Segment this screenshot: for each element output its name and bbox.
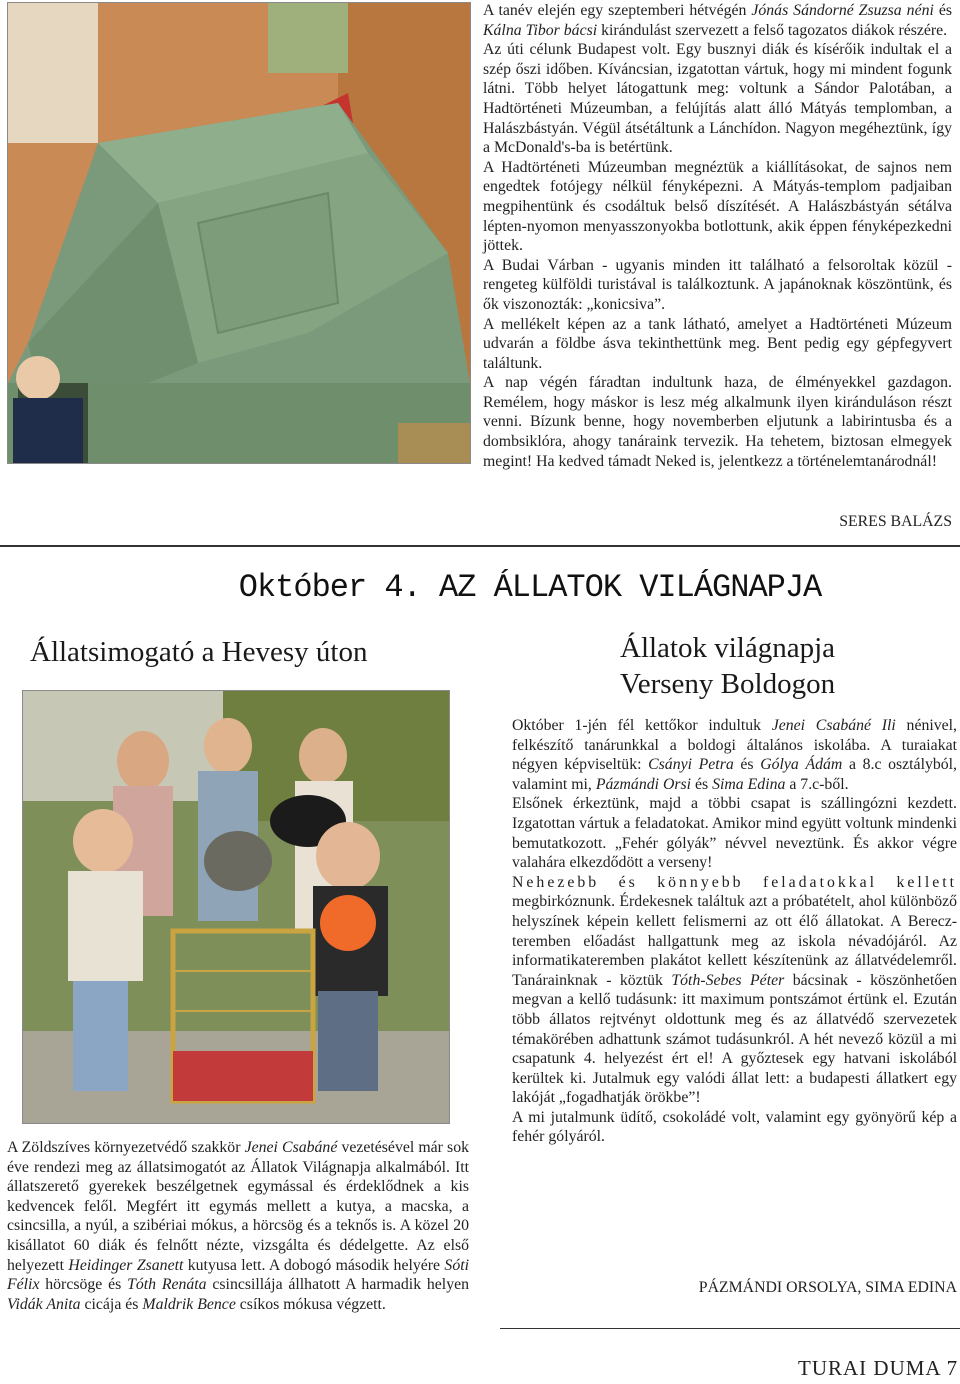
- kirandulas-paragraph-5: A mellékelt képen az a tank látható, amelyet a Hadtörténeti Múzeum udvarán a földbe ásva tekinthettünk meg. Bent pedig egy gépfegyvert találtunk.: [483, 315, 952, 372]
- verseny-paragraph-1: Október 1-jén fél kettőkor indultuk Jenei Csabáné Ili nénivel, felkészítő tanárunkkal a boldogi általános iskolába. A turaiakat négyen képviseltük: Csányi Petra és Gólya Ádám a 8.c osztályból, valamint mi, Pázmándi Orsi és Sima Edina a 7.c-ből.: [512, 717, 957, 793]
- article-kirandulas-text: [483, 1, 952, 471]
- article-title-verseny-line2: Verseny Boldogon: [620, 668, 836, 700]
- kirandulas-paragraph-6: A nap végén fáradtan indultunk haza, de élményekkel gazdagon. Remélem, hogy máskor is lesz még alkalmunk ilyen kiránduláson részt venni. Bízunk benne, hogy novemberben eljutunk a labirintusba és a dombsiklóra, ahogy tanáraink tervezik. Ha tehetem, biztosan elmegyek megint! Ha kedved támadt Neked is, jelentkezz a történelemtanárodnál!: [483, 374, 952, 470]
- footer-divider: [500, 1328, 960, 1329]
- kirandulas-paragraph-1: A tanév elején egy szeptemberi hétvégén Jónás Sándorné Zsuzsa néni és Kálna Tibor bácsi kirándulást szervezett a felső tagozatos diákok részére.: [483, 2, 952, 39]
- verseny-paragraph-2: Elsőnek érkeztünk, majd a többi csapat is szállingózni kezdett. Izgatottan vártuk a feladatokat. Amikor mind együtt voltunk mindenki bemutatkozott. „Fehér gólyák” névvel neveztünk. És akkor végre valahára elkezdődött a verseny!: [512, 795, 957, 872]
- article-allatsimogato-text: [7, 1138, 469, 1314]
- article-verseny-signature: PÁZMÁNDI ORSOLYA, SIMA EDINA: [698, 1279, 957, 1296]
- verseny-paragraph-3: Nehezebb és könnyebb feladatokkal kellett megbirkóznunk. Érdekesnek találtuk azt a próbatételt, ahol különböző helyszínek képein kellett felismerni az ott élő állatokat. A Berecz-teremben előadást hallgattunk meg az iskola névadójáról. Az informatikateremben plakátot kellett készítenünk az állatvédelemről. Tanárainknak - köztük Tóth-Sebes Péter bácsinak - köszönhetően megvan a kellő tudásunk: itt maximum pontszámot értünk el. Ezután több állatos rejtvényt oldottunk meg és az állatvédő szervezetek témakörében adhattunk számot tudásunkról. A hét nevező közül a mi csapatunk 4. helyezést ért el! A győztesek egy hatvani iskolából kerültek ki. Jutalmuk egy valódi állat lett: a budapesti állatkert egy lakóját „fogadhatják örökbe”!: [512, 873, 958, 1107]
- article-kirandulas-signature: SERES BALÁZS: [839, 513, 952, 530]
- tank-photo: [7, 2, 471, 464]
- kirandulas-paragraph-2: Az úti célunk Budapest volt. Egy busznyi diák és kísérőik indultak el a szép őszi időben. Kíváncsian, izgatottan vártuk, hogy mi mindent fogunk látni. Több helyet látogattunk meg: voltunk a Sándor Palotában, a Hadtörténeti Múzeumban, a felújítás alatt álló Mátyás templomban, a Halászbástyán. Végül átsétáltunk a Lánchídon. Nagyon megéheztünk, így a McDonald's-ba is betértünk.: [483, 41, 952, 157]
- article-title-verseny: [620, 630, 835, 702]
- children-animals-photo: [22, 690, 450, 1124]
- page-footer: TURAI DUMA 7: [798, 1356, 959, 1380]
- section-title: Október 4. AZ ÁLLATOK VILÁGNAPJA: [238, 569, 822, 606]
- section-divider: [0, 545, 960, 547]
- allatsimogato-paragraph-1: A Zöldszíves környezetvédő szakkör Jenei Csabáné vezetésével már sok éve rendezi meg az állatsimogatót az Állatok Világnapja alkalmából. Itt állatszerető gyerekek beszélgetnek egymással és érdeklődnek a kis kedvencek felől. Megfért itt egymás mellett a kutya, a macska, a csincsilla, a nyúl, a szibériai mókus, a hörcsög és a teknős is. A közel 20 kisállatot 60 diák és felnőtt nézte, vizsgálta és dédelgette. Az első helyezett Heidinger Zsanett kutyusa lett. A dobogó második helyére Sóti Félix hörcsöge és Tóth Renáta csincsillája állhatott A harmadik helyen Vidák Anita cicája és Maldrik Bence csíkos mókusa végzett.: [7, 1139, 470, 1313]
- article-verseny-text: [512, 716, 957, 1147]
- kirandulas-paragraph-3: A Hadtörténeti Múzeumban megnéztük a kiállításokat, de sajnos nem engedtek fotójegy nélkül fényképezni. A Mátyás-templom padjaiban megpihentünk és csodáltuk belső díszítését. A Halászbástyán sétálva lépten-nyomon menyasszonyokba botlottunk, akik éppen fényképezkedni jöttek.: [483, 158, 952, 255]
- article-title-allatsimogato: Állatsimogató a Hevesy úton: [30, 636, 368, 668]
- article-title-verseny-line1: Állatok világnapja: [620, 632, 836, 664]
- verseny-paragraph-4: A mi jutalmunk üdítő, csokoládé volt, valamint egy gyönyörű kép a fehér gólyáról.: [512, 1108, 957, 1146]
- kirandulas-paragraph-4: A Budai Várban - ugyanis minden itt található a felsoroltak közül - rengeteg külföldi turistával is találkoztunk. A japánoknak köszöntünk, és ők viszonozták: „konicsiva”.: [483, 256, 952, 313]
